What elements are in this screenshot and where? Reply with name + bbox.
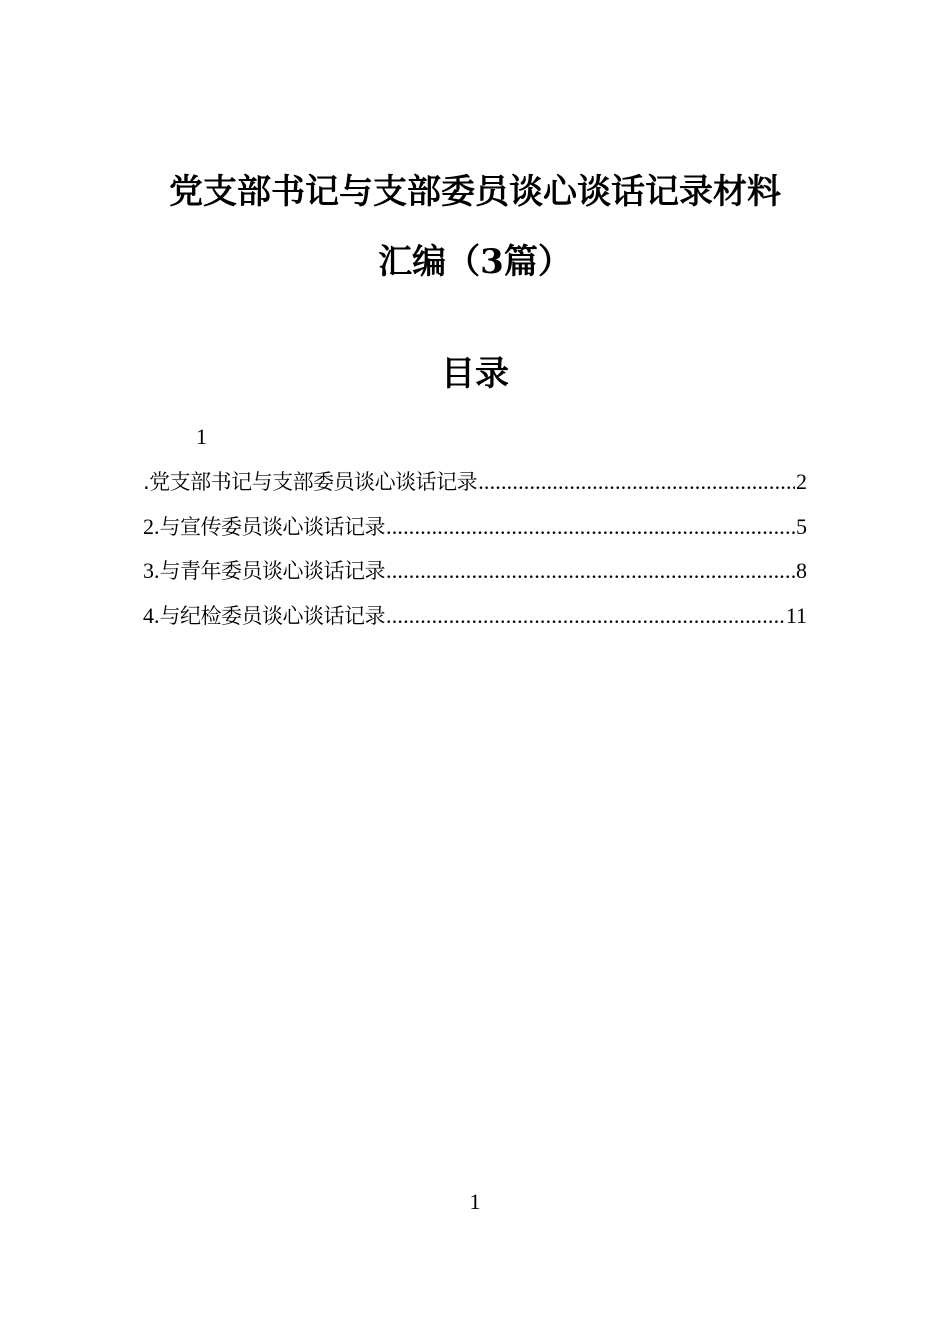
- document-title-line-1: 党支部书记与支部委员谈心谈话记录材料: [169, 172, 781, 212]
- toc-dot-leader: [478, 466, 795, 498]
- toc-list: [143, 466, 807, 644]
- toc-entry-title: 与宣传委员谈心谈话记录: [159, 514, 385, 539]
- toc-dot-leader: [386, 511, 795, 543]
- toc-entry-number: 2.: [143, 513, 160, 539]
- toc-stray-number: 1: [196, 424, 207, 449]
- footer-page-number: 1: [469, 1189, 481, 1214]
- toc-dot-leader: [386, 555, 795, 587]
- toc-dot-leader: [386, 600, 785, 632]
- toc-entry-page: 5: [796, 513, 807, 539]
- toc-entry-title: 与青年委员谈心谈话记录: [159, 559, 385, 583]
- toc-entry[interactable]: [143, 555, 807, 600]
- toc-entry[interactable]: [143, 511, 807, 556]
- toc-entry-page: 8: [796, 558, 807, 583]
- toc-entry-title: .党支部书记与支部委员谈心谈话记录: [143, 470, 478, 494]
- toc-entry-number: 3.: [143, 558, 160, 583]
- toc-heading: 目录: [441, 354, 509, 394]
- toc-entry-page: 11: [785, 602, 807, 628]
- document-title-line-2: 汇编（3篇）: [378, 242, 572, 282]
- toc-entry[interactable]: [143, 466, 807, 511]
- toc-entry-page: 2: [796, 469, 807, 494]
- toc-entry-number: 4.: [143, 602, 160, 628]
- toc-entry[interactable]: [143, 600, 807, 645]
- toc-entry-title: 与纪检委员谈心谈话记录: [159, 603, 385, 628]
